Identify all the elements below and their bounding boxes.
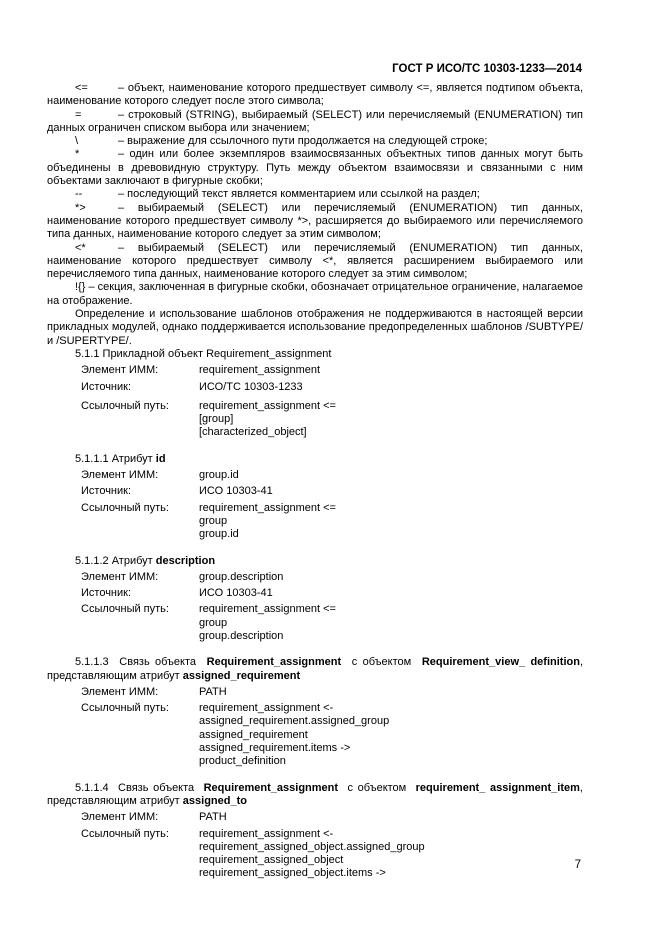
symbol-description: – последующий текст является комментарием или ссылкой на раздел;: [118, 188, 480, 201]
path-value: requirement_assignment <= group group.description: [199, 603, 336, 642]
element-label: Элемент ИММ:: [81, 364, 159, 377]
section-5-1-1-1-title: 5.1.1.1 Атрибут id: [75, 452, 166, 465]
element-value: group.description: [199, 570, 284, 583]
symbol-description: – выбираемый (SELECT) или перечисляемый (ENUMERATION) тип данных, наименование которого предшествует символу <*, является расширением выбираемого или перечисляемого типа данных, наименование которого следует за этим символом;: [47, 241, 583, 281]
source-value: ИСО/ТС 10303-1233: [199, 380, 303, 393]
symbol-entry: [47, 188, 583, 201]
exclusion-paragraph: !{} – секция, заключенная в фигурные скобки, обозначает отрицательное ограничение, налагаемое на отображение.: [47, 281, 583, 307]
symbol-char: *: [75, 148, 80, 161]
section-5-1-1-3-title: 5.1.1.3 Связь объекта Requirement_assignment с объектом Requirement_view_ definition, представляющим атрибут assigned_requirement: [47, 656, 583, 682]
element-value: PATH: [199, 811, 227, 824]
symbol-description: – выбираемый (SELECT) или перечисляемый (ENUMERATION) тип данных, наименование которого предшествует символу *>, расширяется до выбираемого или перечисляемого типа данных, наименование которого следует за этим символом;: [47, 201, 583, 241]
path-label: Ссылочный путь:: [81, 827, 169, 840]
symbol-char: --: [75, 188, 83, 201]
source-row: [81, 587, 583, 600]
symbol-char: \: [75, 135, 79, 148]
path-label: Ссылочный путь:: [81, 702, 169, 715]
element-row: [81, 469, 583, 482]
section-5-1-1-2-title: 5.1.1.2 Атрибут description: [75, 554, 216, 567]
path-label: Ссылочный путь:: [81, 399, 169, 412]
symbol-entry: [47, 109, 583, 136]
element-label: Элемент ИММ:: [81, 811, 159, 824]
element-label: Элемент ИММ:: [81, 469, 159, 482]
symbol-entry: [47, 135, 583, 148]
element-value: requirement_assignment: [199, 364, 321, 377]
element-label: Элемент ИММ:: [81, 570, 159, 583]
page-body: [47, 82, 583, 881]
source-row: [81, 381, 583, 394]
symbol-char: <*: [75, 241, 86, 254]
symbol-entry: [47, 82, 583, 109]
source-label: Источник:: [81, 380, 132, 393]
element-label: Элемент ИММ:: [81, 685, 159, 698]
symbol-entry: [47, 148, 583, 188]
element-row: [81, 686, 583, 699]
source-value: ИСО 10303-41: [199, 587, 273, 600]
element-row: [81, 364, 583, 377]
symbol-description: – один или более экземпляров взаимосвязанных объектных типов данных могут быть объединены в древовидную структуру. Путь между объектом взаимосвязи и связанными с ним объектами заключают в фигурные скобки;: [47, 148, 583, 188]
path-row: [81, 828, 583, 881]
path-value: requirement_assignment <- requirement_assigned_object.assigned_group requirement_assigned_object requirement_assigned_object.items ->: [199, 827, 425, 880]
source-label: Источник:: [81, 587, 132, 600]
path-row: [81, 603, 583, 643]
symbol-description: – строковый (STRING), выбираемый (SELECT) или перечисляемый (ENUMERATION) тип данных ограничен списком выбора или значением;: [47, 108, 583, 134]
source-label: Источник:: [81, 485, 132, 498]
symbol-char: *>: [75, 201, 86, 214]
path-value: requirement_assignment <- assigned_requirement.assigned_group assigned_requirement assigned_requirement.items -> product_definition: [199, 702, 390, 768]
symbol-entry: [47, 202, 583, 242]
path-row: [81, 702, 583, 768]
page-number: 7: [574, 859, 581, 871]
path-label: Ссылочный путь:: [81, 603, 169, 616]
source-value: ИСО 10303-41: [199, 485, 273, 498]
source-row: [81, 485, 583, 498]
path-row: [81, 400, 583, 440]
section-5-1-1-title: 5.1.1 Прикладной объект Requirement_assignment: [75, 347, 332, 360]
document-header: ГОСТ Р ИСО/ТС 10303-1233—2014: [392, 63, 582, 75]
path-label: Ссылочный путь:: [81, 501, 169, 514]
templates-paragraph: Определение и использование шаблонов отображения не поддерживаются в настоящей версии прикладных модулей, однако поддерживается использование предопределенных шаблонов /SUBTYPE/ и /SUPERTYPE/.: [47, 308, 583, 347]
path-row: [81, 502, 583, 542]
element-value: group.id: [199, 469, 239, 482]
path-value: requirement_assignment <= [group] [characterized_object]: [199, 399, 336, 439]
element-row: [81, 811, 583, 824]
section-5-1-1-4-title: 5.1.1.4 Связь объекта Requirement_assignment с объектом requirement_ assignment_item, представляющим атрибут assigned_to: [47, 781, 583, 807]
symbol-entry: [47, 242, 583, 282]
path-value: requirement_assignment <= group group.id: [199, 501, 336, 541]
element-value: PATH: [199, 685, 227, 698]
symbol-description: – объект, наименование которого предшествует символу <=, является подтипом объекта, наименование которого следует после этого символа;: [47, 82, 583, 108]
element-row: [81, 571, 583, 584]
symbol-char: <=: [75, 82, 88, 94]
symbol-description: – выражение для ссылочного пути продолжается на следующей строке;: [118, 135, 488, 148]
symbol-legend: [47, 82, 583, 281]
symbol-char: =: [75, 108, 82, 121]
